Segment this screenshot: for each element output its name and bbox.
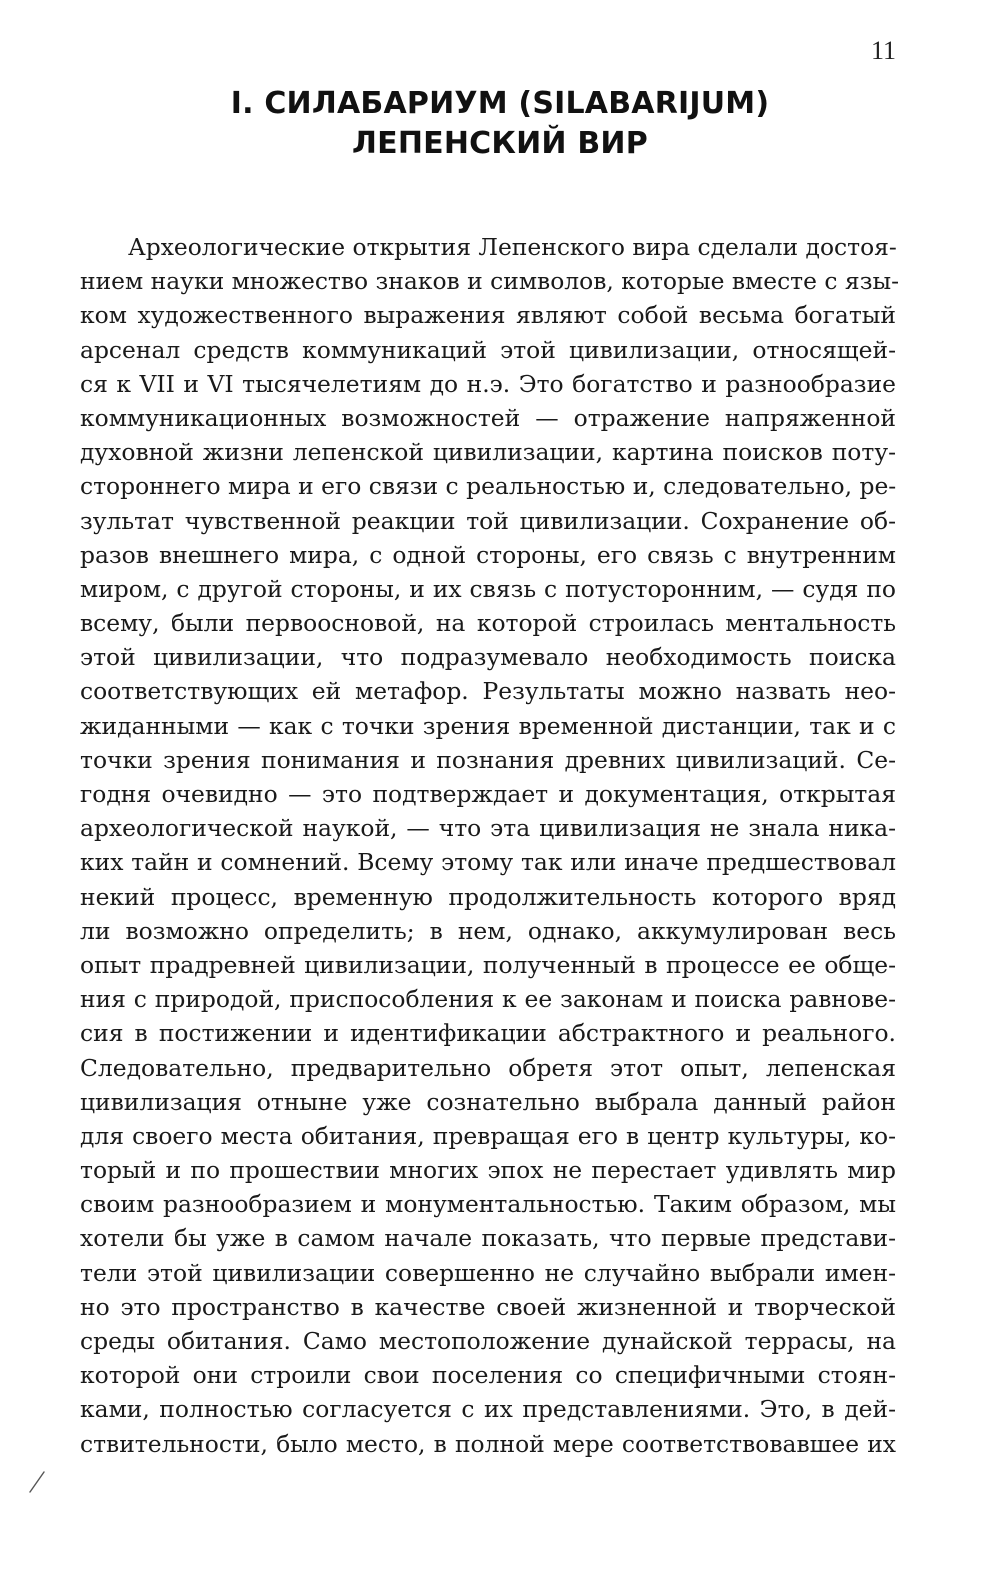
body-line: цивилизация отныне уже сознательно выбрала данный район	[80, 1087, 896, 1116]
body-line: Археологические открытия Лепенского вира сделали достоя-	[128, 233, 897, 261]
body-line: духовной жизни лепенской цивилизации, картина поисков поту-	[80, 438, 896, 467]
body-line: миром, с другой стороны, и их связь с потусторонним, — судя по	[80, 574, 896, 603]
body-line: хотели бы уже в самом начале показать, что первые представи-	[80, 1224, 896, 1253]
body-line: некий процесс, временную продолжительность которого вряд	[80, 882, 896, 911]
body-line: ли возможно определить; в нем, однако, аккумулирован весь	[80, 916, 896, 945]
body-line: ся к VII и VI тысячелетиям до н.э. Это богатство и разнообразие	[80, 369, 896, 398]
body-line: разов внешнего мира, с одной стороны, его связь с внутренним	[80, 540, 896, 569]
body-line: сия в постижении и идентификации абстрактного и реального.	[80, 1019, 896, 1048]
body-line: тели этой цивилизации совершенно не случайно выбрали имен-	[80, 1258, 896, 1287]
body-line: годня очевидно — это подтверждает и документация, открытая	[80, 780, 896, 808]
body-line: зультат чувственной реакции той цивилизации. Сохранение об-	[80, 506, 896, 535]
body-line: но это пространство в качестве своей жизненной и творческой	[80, 1292, 896, 1321]
body-line: среды обитания. Само местоположение дунайской террасы, на	[80, 1327, 896, 1355]
body-line: точки зрения понимания и познания древних цивилизаций. Се-	[80, 745, 896, 774]
body-line: ствительности, было место, в полной мере соответствовавшее их	[80, 1429, 896, 1458]
body-line: ких тайн и сомнений. Всему этому так или иначе предшествовал	[80, 848, 896, 877]
page-number: 11	[870, 36, 896, 65]
body-line: коммуникационных возможностей — отражение напряженной	[80, 403, 896, 432]
body-line: жиданными — как с точки зрения временной дистанции, так и с	[80, 711, 896, 740]
body-line: опыт прадревней цивилизации, полученный в процессе ее обще-	[80, 950, 896, 979]
body-line: нием науки множество знаков и символов, которые вместе с язы-	[80, 267, 899, 296]
chapter-title-line-2: ЛЕПЕНСКИЙ ВИР	[352, 126, 648, 161]
chapter-title-line-1: I. СИЛАБАРИУМ (SILABARIJUM)	[230, 86, 770, 121]
body-line: соответствующих ей метафор. Результаты можно назвать нео-	[80, 677, 896, 706]
body-paragraph	[80, 230, 899, 1461]
pencil-stroke-mark	[26, 1466, 54, 1494]
body-line: стороннего мира и его связи с реальностью и, следовательно, ре-	[80, 472, 897, 501]
body-line: Следовательно, предварительно обретя этот опыт, лепенская	[80, 1053, 896, 1082]
body-line: этой цивилизации, что подразумевало необходимость поиска	[80, 643, 896, 672]
body-line: всему, были первоосновой, на которой строилась ментальность	[80, 609, 896, 638]
body-line: торый и по прошествии многих эпох не перестает удивлять мир	[80, 1156, 896, 1185]
body-line: археологической наукой, — что эта цивилизация не знала ника-	[80, 814, 896, 843]
body-line: ками, полностью согласуется с их представлениями. Это, в дей-	[80, 1395, 896, 1424]
body-line: арсенал средств коммуникаций этой цивилизации, относящей-	[80, 335, 896, 364]
body-line: ком художественного выражения являют собой весьма богатый	[80, 301, 896, 330]
body-line: которой они строили свои поселения со специфичными стоян-	[80, 1361, 896, 1390]
body-line: ния с природой, приспособления к ее законам и поиска равнове-	[80, 985, 896, 1014]
body-line: для своего места обитания, превращая его в центр культуры, ко-	[80, 1121, 896, 1150]
body-line: своим разнообразием и монументальностью. Таким образом, мы	[80, 1190, 896, 1219]
chapter-title	[0, 84, 1000, 164]
